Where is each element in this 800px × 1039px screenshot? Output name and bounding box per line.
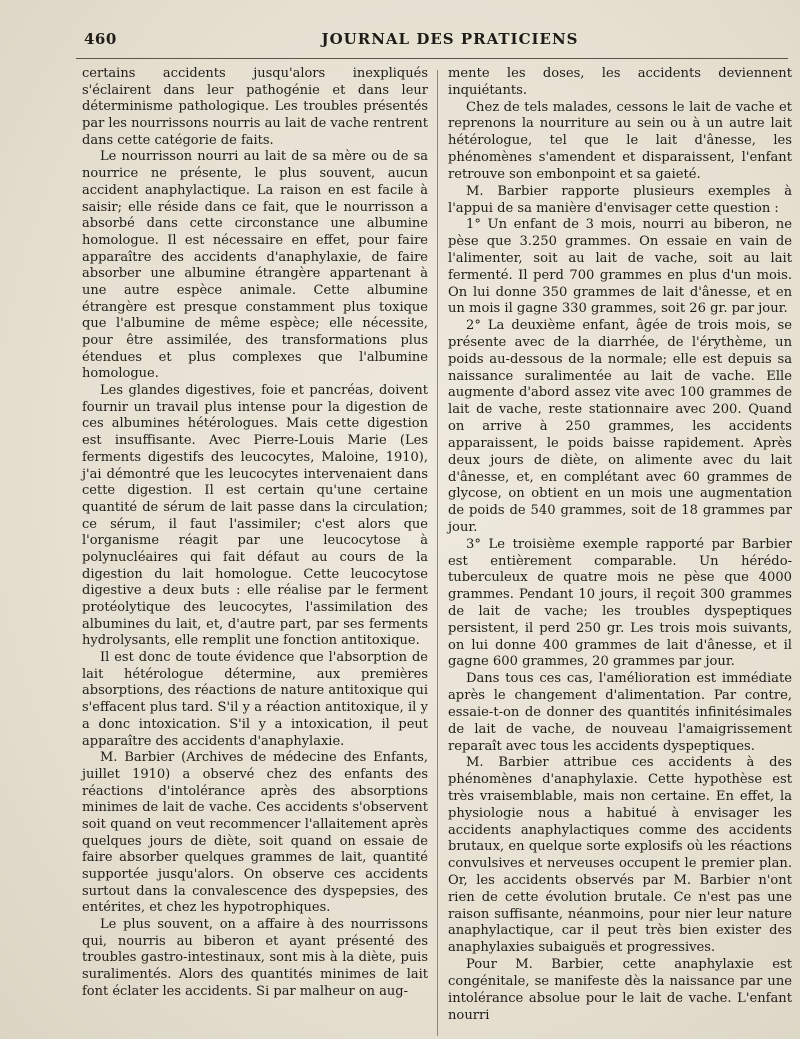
- paragraph: M. Barbier (Archives de médecine des Enfants, juillet 1910) a observé chez des enfants des réactions d'intolérance après des absorptions minimes de lait de vache. Ces accidents s'observent soit quand on veut recommencer l'allaitement après quelques jours de diète, soit quand on essaie de faire absorber quelques grammes de lait, quantité supportée jusqu'alors. On observe ces accidents surtout dans la convalescence des dyspepsies, des entérites, et chez les hypotrophiques.: [82, 750, 428, 916]
- paragraph: Pour M. Barbier, cette anaphylaxie est congénitale, se manifeste dès la naissance par une intolérance absolue pour le lait de vache. L'enfant nourri: [448, 957, 792, 1023]
- journal-title: JOURNAL DES PRATICIENS: [321, 30, 579, 48]
- header-rule: [76, 58, 788, 59]
- paragraph: mente les doses, les accidents deviennent inquiétants.: [448, 66, 792, 98]
- right-column: [448, 66, 792, 1024]
- paragraph: Chez de tels malades, cessons le lait de vache et reprenons la nourriture au sein ou à un autre lait hétérologue, tel que le lait d'ânesse, les phénomènes s'amendent et disparaissent, l'enfant retrouve son embonpoint et sa gaieté.: [448, 99, 792, 182]
- paragraph: Il est donc de toute évidence que l'absorption de lait hétérologue détermine, aux premières absorptions, des réactions de nature antitoxique qui s'effacent plus tard. S'il y a réaction antitoxique, il y a donc intoxication. S'il y a intoxication, il peut apparaître des accidents d'anaphylaxie.: [82, 650, 428, 749]
- paragraph: Les glandes digestives, foie et pancréas, doivent fournir un travail plus intense pour la digestion de ces albumines hétérologues. Mais cette digestion est insuffisante. Avec Pierre-Louis Marie (Les ferments digestifs des leucocytes, Maloine, 1910), j'ai démontré que les leucocytes intervenaient dans cette digestion. Il est certain qu'une certaine quantité de sérum de lait passe dans la circulation; ce sérum, il faut l'assimiler; c'est alors que l'organisme réagit par une leucocytose à polynucléaires qui fait défaut au cours de la digestion du lait homologue. Cette leucocytose digestive a deux buts : elle réalise par le ferment protéolytique des leucocytes, l'assimilation des albumines du lait, et, d'autre part, par ses ferments hydrolysants, elle remplit une fonction antitoxique.: [82, 383, 428, 649]
- page-number: 460: [84, 30, 117, 48]
- paragraph: 1° Un enfant de 3 mois, nourri au biberon, ne pèse que 3.250 grammes. On essaie en vain de l'alimenter, soit au lait de vache, soit au lait fermenté. Il perd 700 grammes en plus d'un mois. On lui donne 350 grammes de lait d'ânesse, et en un mois il gagne 330 grammes, soit 26 gr. par jour.: [448, 217, 792, 317]
- left-column: [82, 66, 428, 1001]
- paragraph: 2° La deuxième enfant, âgée de trois mois, se présente avec de la diarrhée, de l'érythème, un poids au-dessous de la normale; elle est depuis sa naissance suralimentée au lait de vache. Elle augmente d'abord assez vite avec 100 grammes de lait de vache, reste stationnaire avec 200. Quand on arrive à 250 grammes, les accidents apparaissent, le poids baisse rapidement. Après deux jours de diète, on alimente avec du lait d'ânesse, et, en complétant avec 60 grammes de glycose, on obtient en un mois une augmentation de poids de 540 grammes, soit de 18 grammes par jour.: [448, 318, 792, 535]
- paragraph: Le plus souvent, on a affaire à des nourrissons qui, nourris au biberon et ayant présenté des troubles gastro-intestinaux, sont mis à la diète, puis suralimentés. Alors des quantités minimes de lait font éclater les accidents. Si par malheur on aug-: [82, 917, 428, 999]
- paragraph: certains accidents jusqu'alors inexpliqués s'éclairent dans leur pathogénie et dans leur déterminisme pathologique. Les troubles présentés par les nourrissons nourris au lait de vache rentrent dans cette catégorie de faits.: [82, 66, 428, 148]
- paragraph: M. Barbier attribue ces accidents à des phénomènes d'anaphylaxie. Cette hypothèse est très vraisemblable, mais non certaine. En effet, la physiologie nous a habitué à envisager les accidents anaphylactiques comme des accidents brutaux, en quelque sorte explosifs où les réactions convulsives et nerveuses occupent le premier plan. Or, les accidents observés par M. Barbier n'ont rien de cette évolution brutale. Ce n'est pas une raison suffisante, néanmoins, pour nier leur nature anaphylactique, car il peut très bien exister des anaphylaxies subaiguës et progressives.: [448, 755, 792, 956]
- paragraph: M. Barbier rapporte plusieurs exemples à l'appui de sa manière d'envisager cette question :: [448, 183, 792, 216]
- paragraph: 3° Le troisième exemple rapporté par Barbier est entièrement comparable. Un hérédo-tuberculeux de quatre mois ne pèse que 4000 grammes. Pendant 10 jours, il reçoit 300 grammes de lait de vache; les troubles dyspeptiques persistent, il perd 250 gr. Les trois mois suivants, on lui donne 400 grammes de lait d'ânesse, et il gagne 600 grammes, 20 grammes par jour.: [448, 536, 792, 670]
- paragraph: Le nourrisson nourri au lait de sa mère ou de sa nourrice ne présente, le plus souvent, aucun accident anaphylactique. La raison en est facile à saisir; elle réside dans ce fait, que le nourrisson a absorbé dans cette circonstance une albumine homologue. Il est nécessaire en effet, pour faire apparaître des accidents d'anaphylaxie, de faire absorber une albumine étrangère appartenant à une autre espèce animale. Cette albumine étrangère est presque constamment plus toxique que l'albumine de même espèce; elle nécessite, pour être assimilée, des transformations plus étendues et plus complexes que l'albumine homologue.: [82, 149, 428, 382]
- column-divider: [437, 70, 438, 1036]
- paragraph: Dans tous ces cas, l'amélioration est immédiate après le changement d'alimentation. Par contre, essaie-t-on de donner des quantités infinitésimales de lait de vache, de nouveau l'amaigrissement reparaît avec tous les accidents dyspeptiques.: [448, 671, 792, 754]
- page-header: [70, 30, 790, 52]
